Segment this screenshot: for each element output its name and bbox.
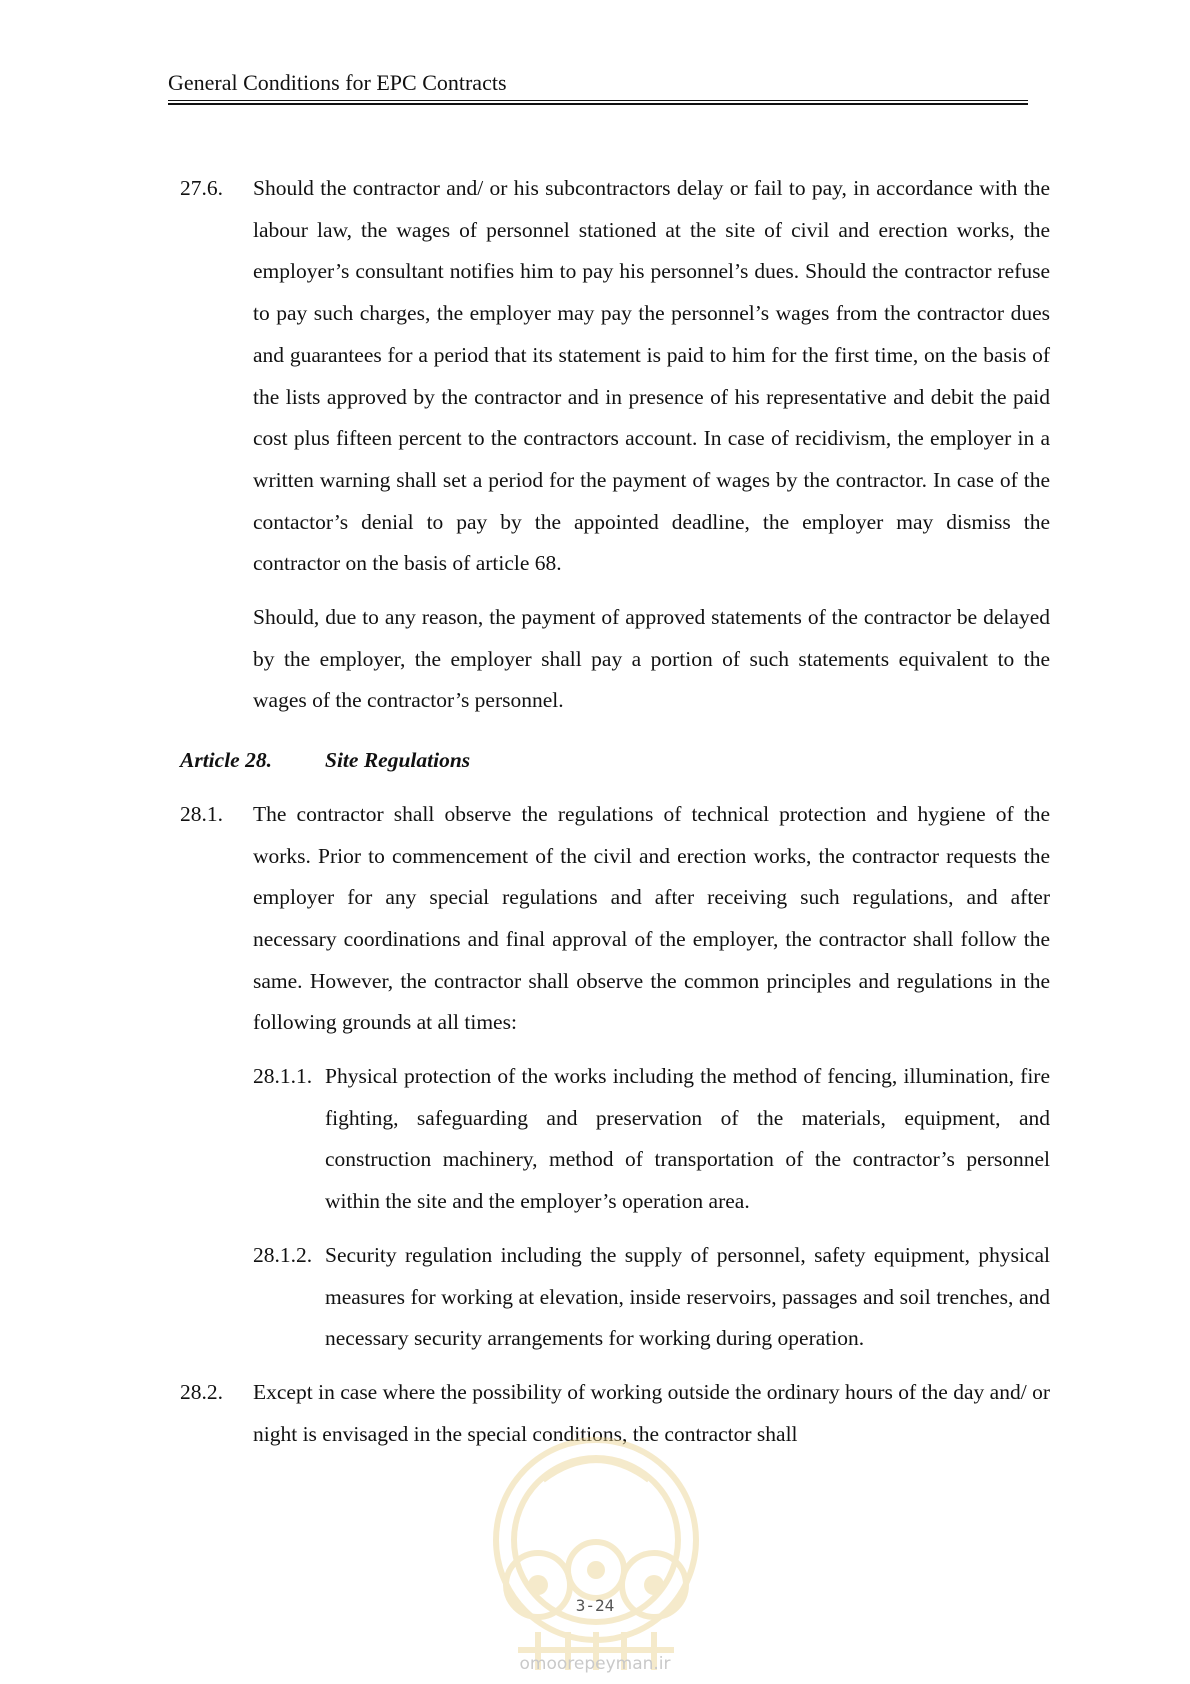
header-rule-double: [168, 103, 1028, 105]
clause-number: 27.6.: [180, 176, 223, 200]
clause-28-1: [180, 794, 1050, 1044]
clause-text: Security regulation including the supply of personnel, safety equipment, physical measures for working at elevation, inside reservoirs, passages and soil trenches, and necessary security arrangements for working during operation.: [325, 1242, 1050, 1351]
article-title: Site Regulations: [325, 748, 471, 773]
clause-text: Physical protection of the works including the method of fencing, illumination, fire fighting, safeguarding and preservation of the materials, equipment, and construction machinery, method of transportation of the contractor’s personnel within the site and the employer’s operation area.: [325, 1064, 1050, 1214]
article-heading: [180, 740, 1050, 782]
clause-number: 28.1.1.: [253, 1064, 313, 1089]
clause-27-6-paragraph-2: Should, due to any reason, the payment of approved statements of the contractor be delayed by the employer, the employer shall pay a portion of such statements equivalent to the wages of the contractor’s personnel.: [253, 605, 1050, 713]
watermark-site-text: omoorepeyman.ir: [519, 1654, 671, 1674]
article-number: Article 28.: [180, 748, 272, 773]
clause-27-6: [180, 168, 1050, 585]
clause-28-1-1: [253, 1056, 1050, 1223]
clause-28-1-2: [253, 1235, 1050, 1360]
seal-gear-icon: [468, 1420, 724, 1676]
clause-text: The contractor shall observe the regulations of technical protection and hygiene of the works. Prior to commencement of the civil and erection works, the contractor requests the employer for any special regulations and after receiving such regulations, and after necessary coordinations and final approval of the employer, the contractor shall follow the same. However, the contractor shall observe the common principles and regulations in the following grounds at all times:: [253, 801, 1050, 1035]
page-number: 3-24: [575, 1596, 615, 1615]
header-rule: [168, 100, 1028, 101]
clause-text: Except in case where the possibility of working outside the ordinary hours of the day and/ or night is envisaged in the special conditions, the contractor shall: [253, 1379, 1050, 1446]
page-header: General Conditions for EPC Contracts: [168, 70, 507, 95]
document-body: [180, 168, 1050, 1467]
clause-number: 28.1.2.: [253, 1242, 313, 1267]
clause-text: Should the contractor and/ or his subcontractors delay or fail to pay, in accordance with the labour law, the wages of personnel stationed at the site of civil and erection works, the employer’s consultant notifies him to pay his personnel’s dues. Should the contractor refuse to pay such charges, the employer may pay the personnel’s wages from the contractor dues and guarantees for a period that its statement is paid to him for the first time, on the basis of the lists approved by the contractor and in presence of his representative and debit the paid cost plus fifteen percent to the contractors account. In case of recidivism, the employer in a written warning shall set a period for the payment of wages by the contractor. In case of the contactor’s denial to pay by the appointed deadline, the employer may dismiss the contractor on the basis of article 68.: [253, 176, 1050, 576]
clause-number: 28.2.: [180, 1379, 223, 1404]
clause-number: 28.1.: [180, 801, 223, 826]
